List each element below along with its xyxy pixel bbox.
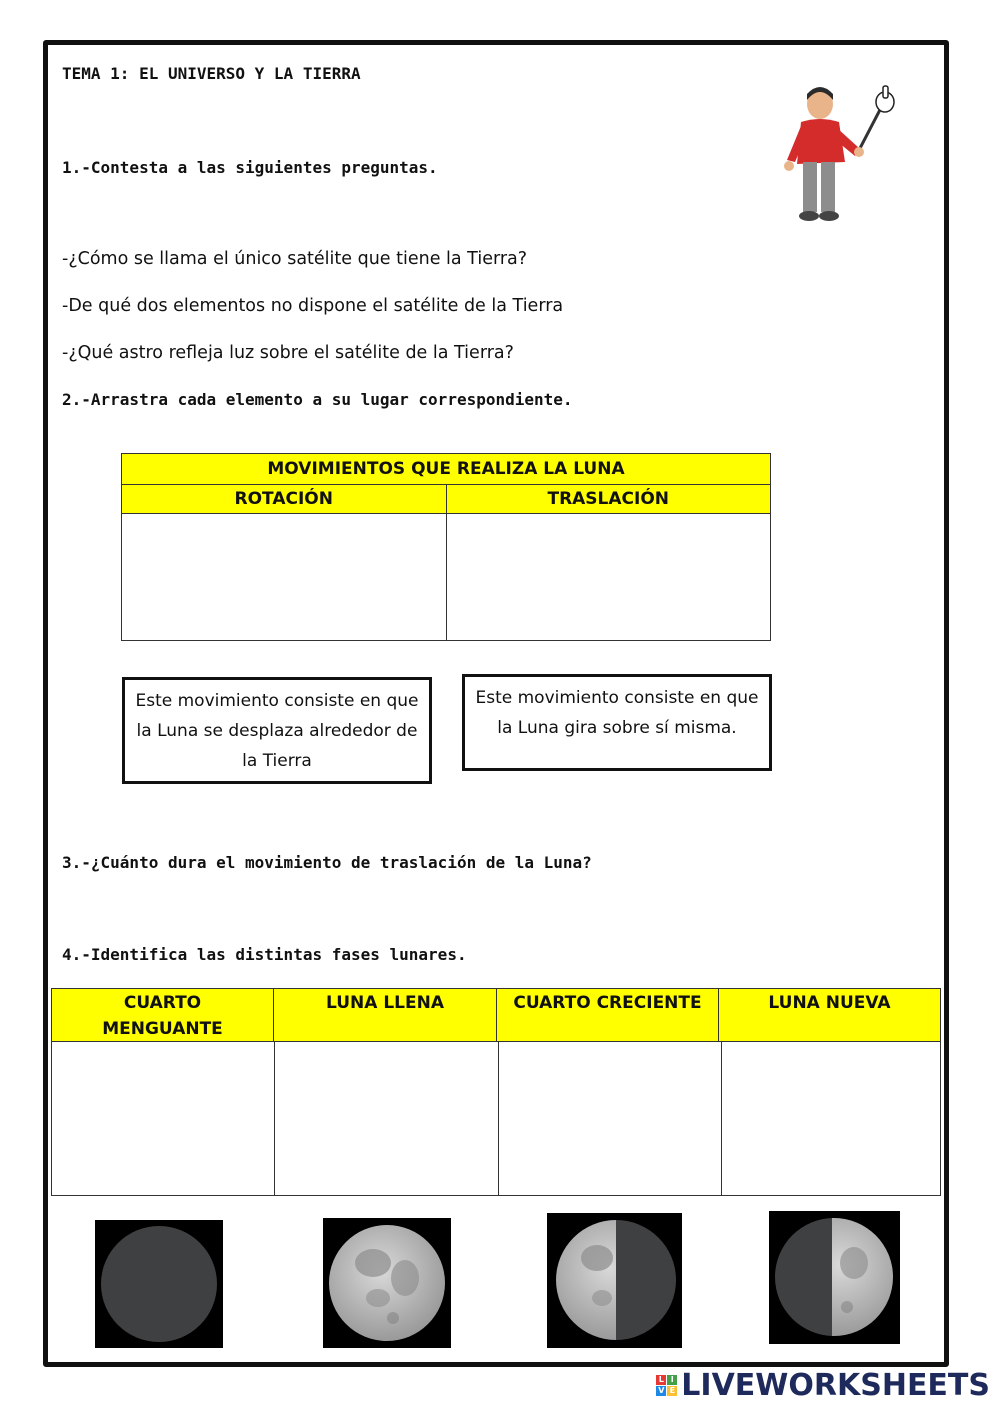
drop-zone-luna-nueva[interactable] [722,1042,940,1196]
question-1: -¿Cómo se llama el único satélite que tiene la Tierra? [62,249,528,269]
column-luna-nueva: LUNA NUEVA [768,993,891,1013]
full-moon-image[interactable] [323,1218,451,1348]
column-traslacion: TRASLACIÓN [547,489,670,509]
section3-heading: 3.-¿Cuánto dura el movimiento de traslación de la Luna? [62,853,592,872]
draggable-card-traslacion[interactable] [122,677,432,784]
right-half-dark-moon-image[interactable] [547,1213,682,1348]
teacher-avatar [775,82,905,227]
column-label-line: MENGUANTE [102,1019,223,1039]
new-moon-image[interactable] [95,1220,223,1348]
drop-zone-luna-llena[interactable] [275,1042,499,1196]
column-rotacion: ROTACIÓN [122,485,447,513]
question-3: -¿Qué astro refleja luz sobre el satélite de la Tierra? [62,343,514,363]
drop-zone-cuarto-creciente[interactable] [499,1042,722,1196]
logo-text: LIVEWORKSHEETS [681,1368,990,1403]
draggable-card-rotacion[interactable] [462,674,772,771]
column-cuarto-menguante [52,989,274,1041]
movements-table-title: MOVIMIENTOS QUE REALIZA LA LUNA [122,454,770,485]
section2-heading: 2.-Arrastra cada elemento a su lugar correspondiente. [62,390,573,409]
drop-zone-traslacion[interactable] [447,514,771,641]
left-half-dark-moon-image[interactable] [769,1211,900,1344]
card-line: la Luna se desplaza alrededor de [136,721,418,741]
card-line: Este movimiento consiste en que [135,691,419,711]
moon-phases-table [51,988,941,1196]
section4-heading: 4.-Identifica las distintas fases lunares. [62,945,467,964]
card-line: la Luna gira sobre sí misma. [497,718,737,738]
liveworksheets-logo [656,1368,990,1403]
column-label-line: CUARTO [123,993,202,1013]
section1-heading: 1.-Contesta a las siguientes preguntas. [62,158,438,177]
question-2: -De qué dos elementos no dispone el satélite de la Tierra [62,296,564,316]
card-line: la Tierra [242,751,312,771]
column-cuarto-creciente: CUARTO CRECIENTE [497,989,719,1041]
drop-zone-rotacion[interactable] [122,514,447,641]
page-title: TEMA 1: EL UNIVERSO Y LA TIERRA [62,64,361,83]
column-luna-llena: LUNA LLENA [274,989,497,1041]
drop-zone-cuarto-menguante[interactable] [52,1042,275,1196]
logo-badge-icon: L I V E [656,1375,677,1396]
movements-table [121,453,771,641]
card-line: Este movimiento consiste en que [475,688,759,708]
